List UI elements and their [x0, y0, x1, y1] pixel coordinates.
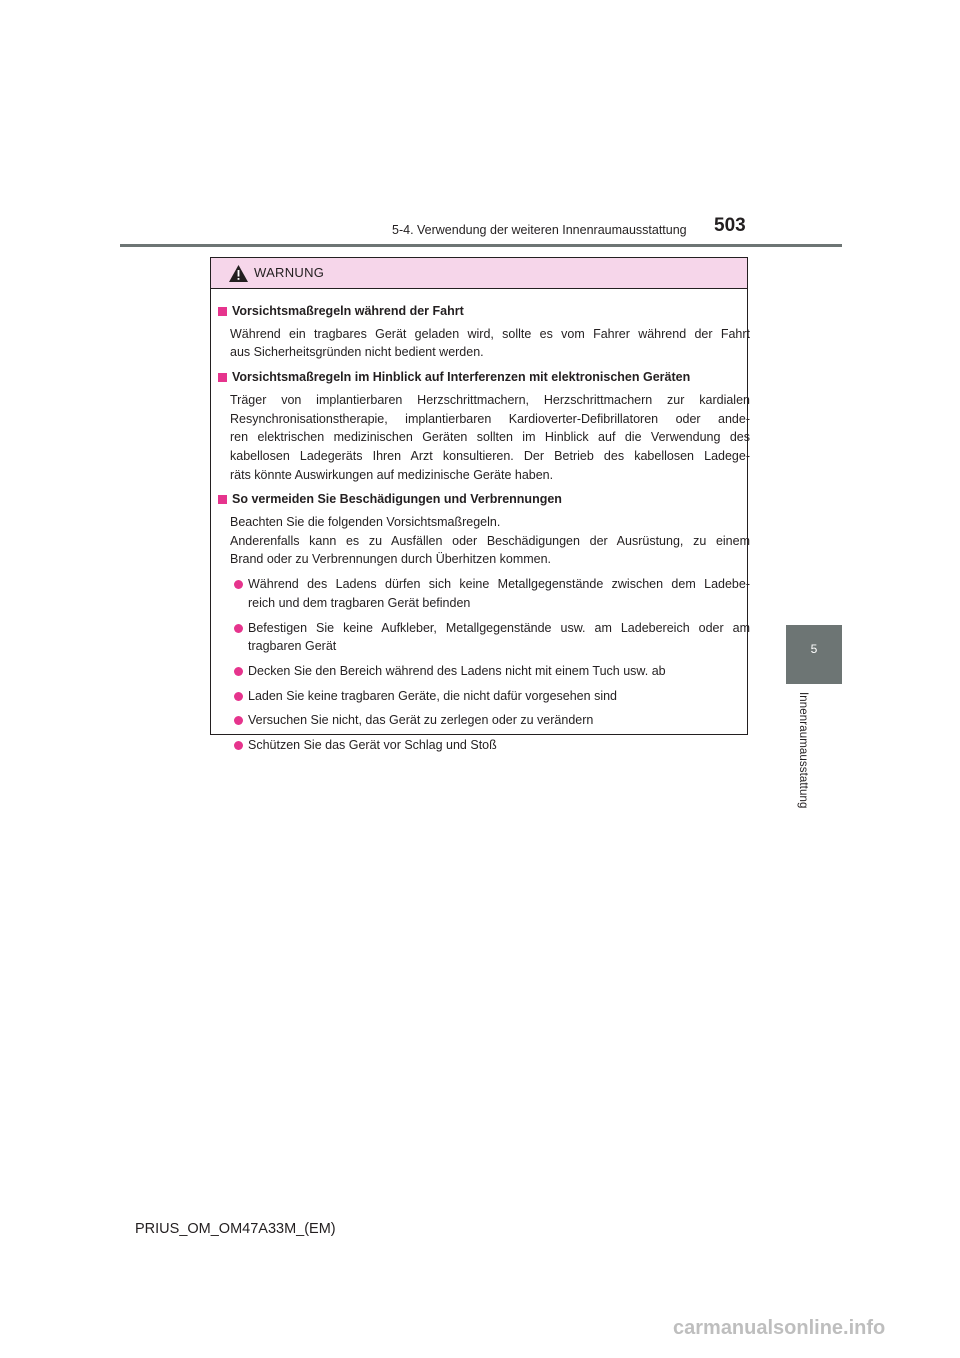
watermark[interactable]: carmanualsonline.info: [673, 1317, 886, 1339]
warning-body: [211, 289, 750, 755]
chapter-label: Innenraumausstattung: [797, 692, 809, 809]
circle-bullet-icon: [234, 692, 243, 701]
list-item-line: Laden Sie keine tragbaren Geräte, die nicht dafür vorgesehen sind: [248, 688, 617, 703]
header-section-title: 5-4. Verwendung der weiteren Innenraumausstattung: [392, 223, 687, 237]
section-heading-text: Vorsichtsmaßregeln während der Fahrt: [232, 304, 464, 318]
list-item: [230, 575, 750, 612]
paragraph-line: Träger von implantierbaren Herzschrittmachern, Herzschrittmachern zur kardialen: [230, 392, 750, 407]
circle-bullet-icon: [234, 716, 243, 725]
paragraph-line: Brand oder zu Verbrennungen durch Überhitzen kommen.: [230, 552, 552, 567]
header-divider: [120, 244, 842, 247]
list-item: [230, 662, 750, 681]
warning-section-damage: [218, 490, 750, 754]
section-heading: [218, 490, 741, 509]
paragraph-line: ren elektrischen medizinischen Geräten sollten im Hinblick auf die Verwendung des: [230, 430, 750, 445]
paragraph-line: Anderenfalls kann es zu Ausfällen oder Beschädigungen der Ausrüstung, zu einem: [230, 533, 750, 548]
warning-header: [211, 258, 747, 289]
section-paragraph: [230, 513, 750, 569]
square-bullet-icon: [218, 307, 227, 316]
paragraph-line: aus Sicherheitsgründen nicht bedient werden.: [230, 345, 484, 360]
warning-title: WARNUNG: [254, 265, 325, 280]
list-item-line: tragbaren Gerät: [248, 639, 337, 654]
paragraph-line: Beachten Sie die folgenden Vorsichtsmaßregeln.: [230, 515, 501, 530]
section-heading: [218, 368, 741, 387]
warning-section-driving: [218, 302, 750, 362]
list-item: [230, 711, 750, 730]
list-item-line: Versuchen Sie nicht, das Gerät zu zerlegen oder zu verändern: [248, 713, 594, 728]
square-bullet-icon: [218, 495, 227, 504]
paragraph-line: Während ein tragbares Gerät geladen wird, sollte es vom Fahrer während der Fahrt: [230, 326, 750, 341]
paragraph-line: Resynchronisationstherapie, implantierbaren Kardioverter-Defibrillatoren oder ande-: [230, 411, 750, 426]
list-item: [230, 687, 750, 706]
list-item-line: Schützen Sie das Gerät vor Schlag und Stoß: [248, 738, 497, 753]
section-heading-text: So vermeiden Sie Beschädigungen und Verbrennungen: [232, 492, 562, 507]
square-bullet-icon: [218, 373, 227, 382]
circle-bullet-icon: [234, 580, 243, 589]
paragraph-line: kabellosen Ladegeräts Ihren Arzt konsultieren. Der Betrieb des kabellosen Ladege-: [230, 448, 750, 463]
document-code: PRIUS_OM_OM47A33M_(EM): [135, 1221, 336, 1237]
list-item-line: reich und dem tragbaren Gerät befinden: [248, 595, 471, 610]
page-number: 503: [714, 215, 746, 236]
section-paragraph: [230, 391, 750, 485]
section-paragraph: [230, 325, 750, 362]
section-heading: [218, 302, 741, 321]
circle-bullet-icon: [234, 741, 243, 750]
list-item-line: Befestigen Sie keine Aufkleber, Metallgegenstände usw. am Ladebereich oder am: [248, 620, 750, 635]
list-item-line: Decken Sie den Bereich während des Ladens nicht mit einem Tuch usw. ab: [248, 663, 666, 678]
warning-box: [210, 257, 750, 753]
circle-bullet-icon: [234, 667, 243, 676]
chapter-label-container: [796, 692, 810, 852]
list-item: [230, 736, 750, 755]
paragraph-line: räts könnte Auswirkungen auf medizinische Geräte haben.: [230, 467, 554, 482]
list-item-line: Während des Ladens dürfen sich keine Metallgegenstände zwischen dem Ladebe-: [248, 577, 750, 592]
warning-triangle-icon: [228, 264, 249, 283]
circle-bullet-icon: [234, 624, 243, 633]
list-item: [230, 619, 750, 656]
section-heading-text: Vorsichtsmaßregeln im Hinblick auf Interferenzen mit elektronischen Geräten: [232, 370, 691, 385]
chapter-tab: 5: [786, 625, 842, 684]
warning-section-interference: [218, 368, 750, 484]
